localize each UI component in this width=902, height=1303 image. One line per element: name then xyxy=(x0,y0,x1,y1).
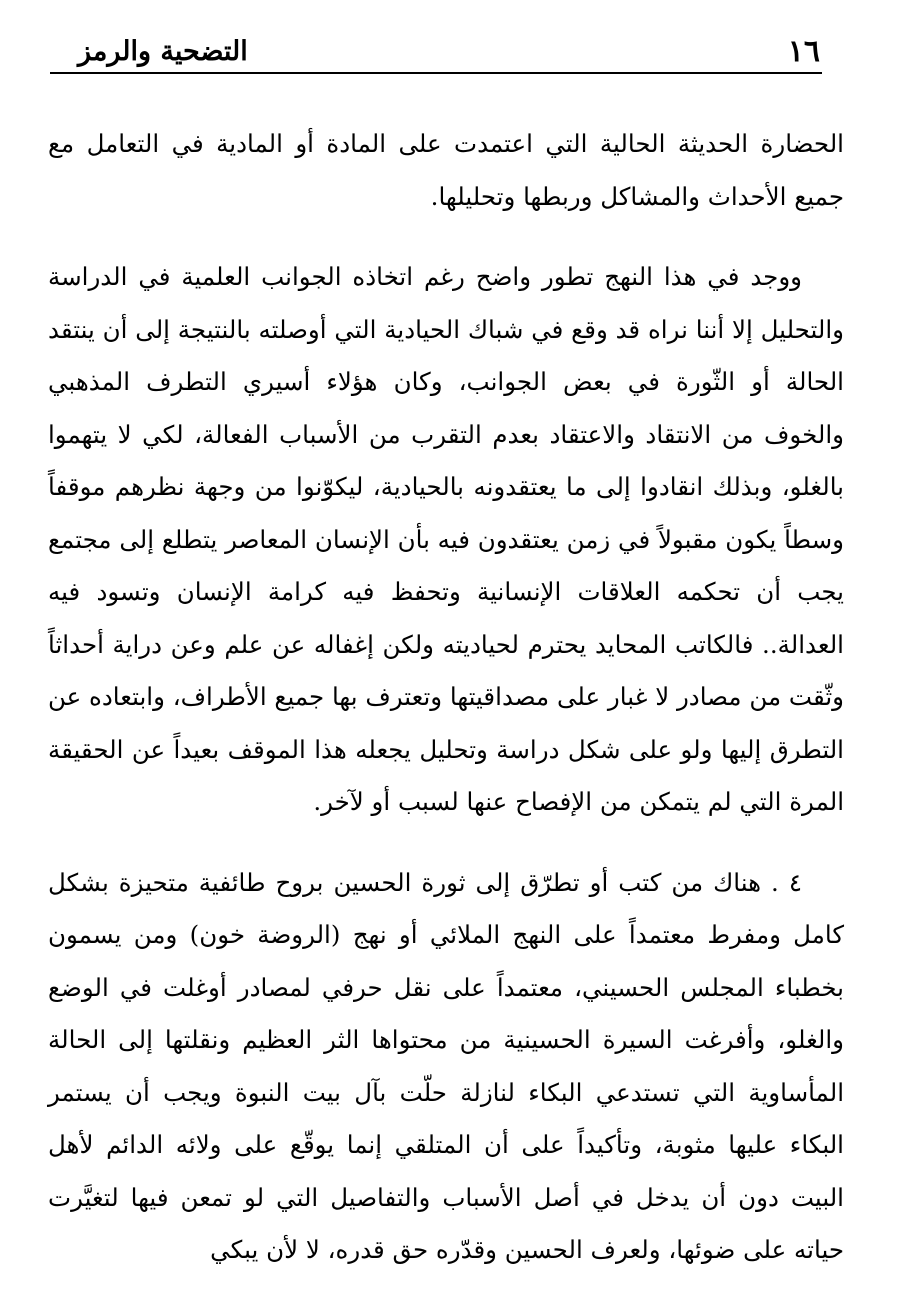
chapter-title: التضحية والرمز xyxy=(78,36,248,67)
paragraph-spacer xyxy=(48,829,844,857)
paragraph-3: ٤ . هناك من كتب أو تطرّق إلى ثورة الحسين بروح طائفية متحيزة بشكل كامل ومفرط معتمداً على النهج الملائي أو نهج (الروضة خون) ومن يسمون بخطباء المجلس الحسيني، معتمداً على نقل حرفي لمصادر أوغلت في الوضع والغلو، وأفرغت السيرة الحسينية من محتواها الثر العظيم ونقلتها إلى الحالة المأساوية التي تستدعي البكاء لنازلة حلّت بآل بيت النبوة ويجب أن يستمر البكاء عليها مثوبة، وتأكيداً على أن المتلقي إنما يوقّع على ولائه الدائم لأهل البيت دون أن يدخل في أصل الأسباب والتفاصيل التي لو تمعن فيها لتغيَّرت حياته على ضوئها، ولعرف الحسين وقدّره حق قدره، لا لأن يبكي xyxy=(48,867,844,1264)
body-text xyxy=(48,118,844,1277)
paragraph-1: الحضارة الحديثة الحالية التي اعتمدت على المادة أو المادية في التعامل مع جميع الأحداث والمشاكل وربطها وتحليلها. xyxy=(48,129,844,211)
paragraph-2: ووجد في هذا النهج تطور واضح رغم اتخاذه الجوانب العلمية في الدراسة والتحليل إلا أننا نراه قد وقع في شباك الحيادية التي أوصلته بالنتيجة إلى أن ينتقد الحالة أو الثّورة في بعض الجوانب، وكان هؤلاء أسيري التطرف المذهبي والخوف من الانتقاد والاعتقاد بعدم التقرب من الأسباب الفعالة، لكي لا يتهموا بالغلو، وبذلك انقادوا إلى ما يعتقدونه بالحيادية، ليكوّنوا من وجهة نظرهم موقفاً وسطاً يكون مقبولاً في زمن يعتقدون فيه بأن الإنسان المعاصر يتطلع إلى مجتمع يجب أن تحكمه العلاقات الإنسانية وتحفظ فيه كرامة الإنسان وتسود فيه العدالة.. فالكاتب المحايد يحترم لحياديته ولكن إغفاله عن علم وعن دراية أحداثاً وثّقت من مصادر لا غبار على مصداقيتها وتعترف بها جميع الأطراف، وابتعاده عن التطرق إليها ولو على شكل دراسة وتحليل يجعله هذا الموقف بعيداً عن الحقيقة المرة التي لم يتمكن من الإفصاح عنها لسبب أو لآخر. xyxy=(48,262,844,816)
paragraph-spacer xyxy=(48,223,844,251)
page-number: ١٦ xyxy=(787,34,820,69)
running-header xyxy=(50,28,822,74)
